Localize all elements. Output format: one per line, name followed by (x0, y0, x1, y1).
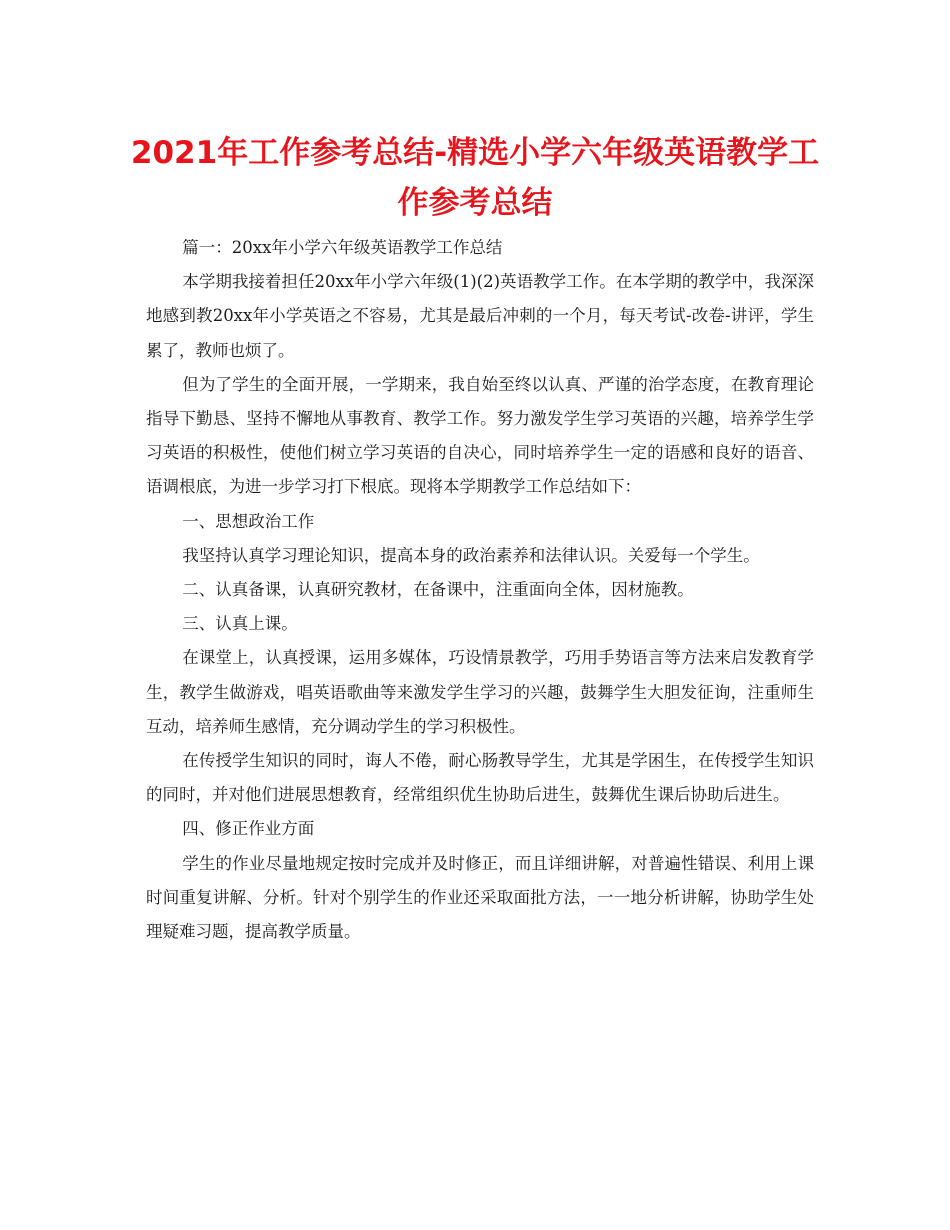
section-heading-homework: 四、修正作业方面 (182, 819, 315, 839)
paragraph-politics: 我坚持认真学习理论知识，提高本身的政治素养和法律认识。关爱每一个学生。 (182, 545, 760, 565)
paragraph-teaching: 在传授学生知识的同时，诲人不倦，耐心肠教导学生，尤其是学困生，在传授学生知识的同时，并对他们进展思想教育，经常组织优生协助后进生，鼓舞优生课后协助后进生。 (146, 751, 814, 805)
paragraph-intro: 本学期我接着担任20xx年小学六年级(1)(2)英语教学工作。在本学期的教学中，我深深地感到教20xx年小学英语之不容易，尤其是最后冲刺的一个月，每天考试-改卷-讲评，学生累了，教师也烦了。 (146, 272, 814, 360)
section-heading-lessons: 三、认真上课。 (182, 614, 298, 634)
section-heading-preparation: 二、认真备课，认真研究教材，在备课中，注重面向全体，因材施教。 (182, 580, 694, 600)
paragraph-overview: 但为了学生的全面开展，一学期来，我自始至终以认真、严谨的治学态度，在教育理论指导下勤恳、坚持不懈地从事教育、教学工作。努力激发学生学习英语的兴趣，培养学生学习英语的积极性，使他们树立学习英语的自决心，同时培养学生一定的语感和良好的语音、语调根底，为进一步学习打下根底。现将本学期教学工作总结如下： (146, 374, 814, 497)
paragraph-classroom: 在课堂上，认真授课，运用多媒体，巧设情景教学，巧用手势语言等方法来启发教育学生，教学生做游戏，唱英语歌曲等来激发学生学习的兴趣，鼓舞学生大胆发征询，注重师生互动，培养师生感情，充分调动学生的学习积极性。 (146, 648, 814, 736)
document-title: 2021年工作参考总结-精选小学六年级英语教学工作参考总结 (130, 135, 820, 221)
section-heading-politics: 一、思想政治工作 (182, 511, 315, 531)
paragraph-homework: 学生的作业尽量地规定按时完成并及时修正，而且详细讲解，对普遍性错误、利用上课时间重复讲解、分析。针对个别学生的作业还采取面批方法，一一地分析讲解，协助学生处理疑难习题，提高教学质量。 (146, 853, 814, 942)
section-heading-part-one: 篇一：20xx年小学六年级英语教学工作总结 (182, 238, 503, 257)
document-body (146, 231, 814, 949)
